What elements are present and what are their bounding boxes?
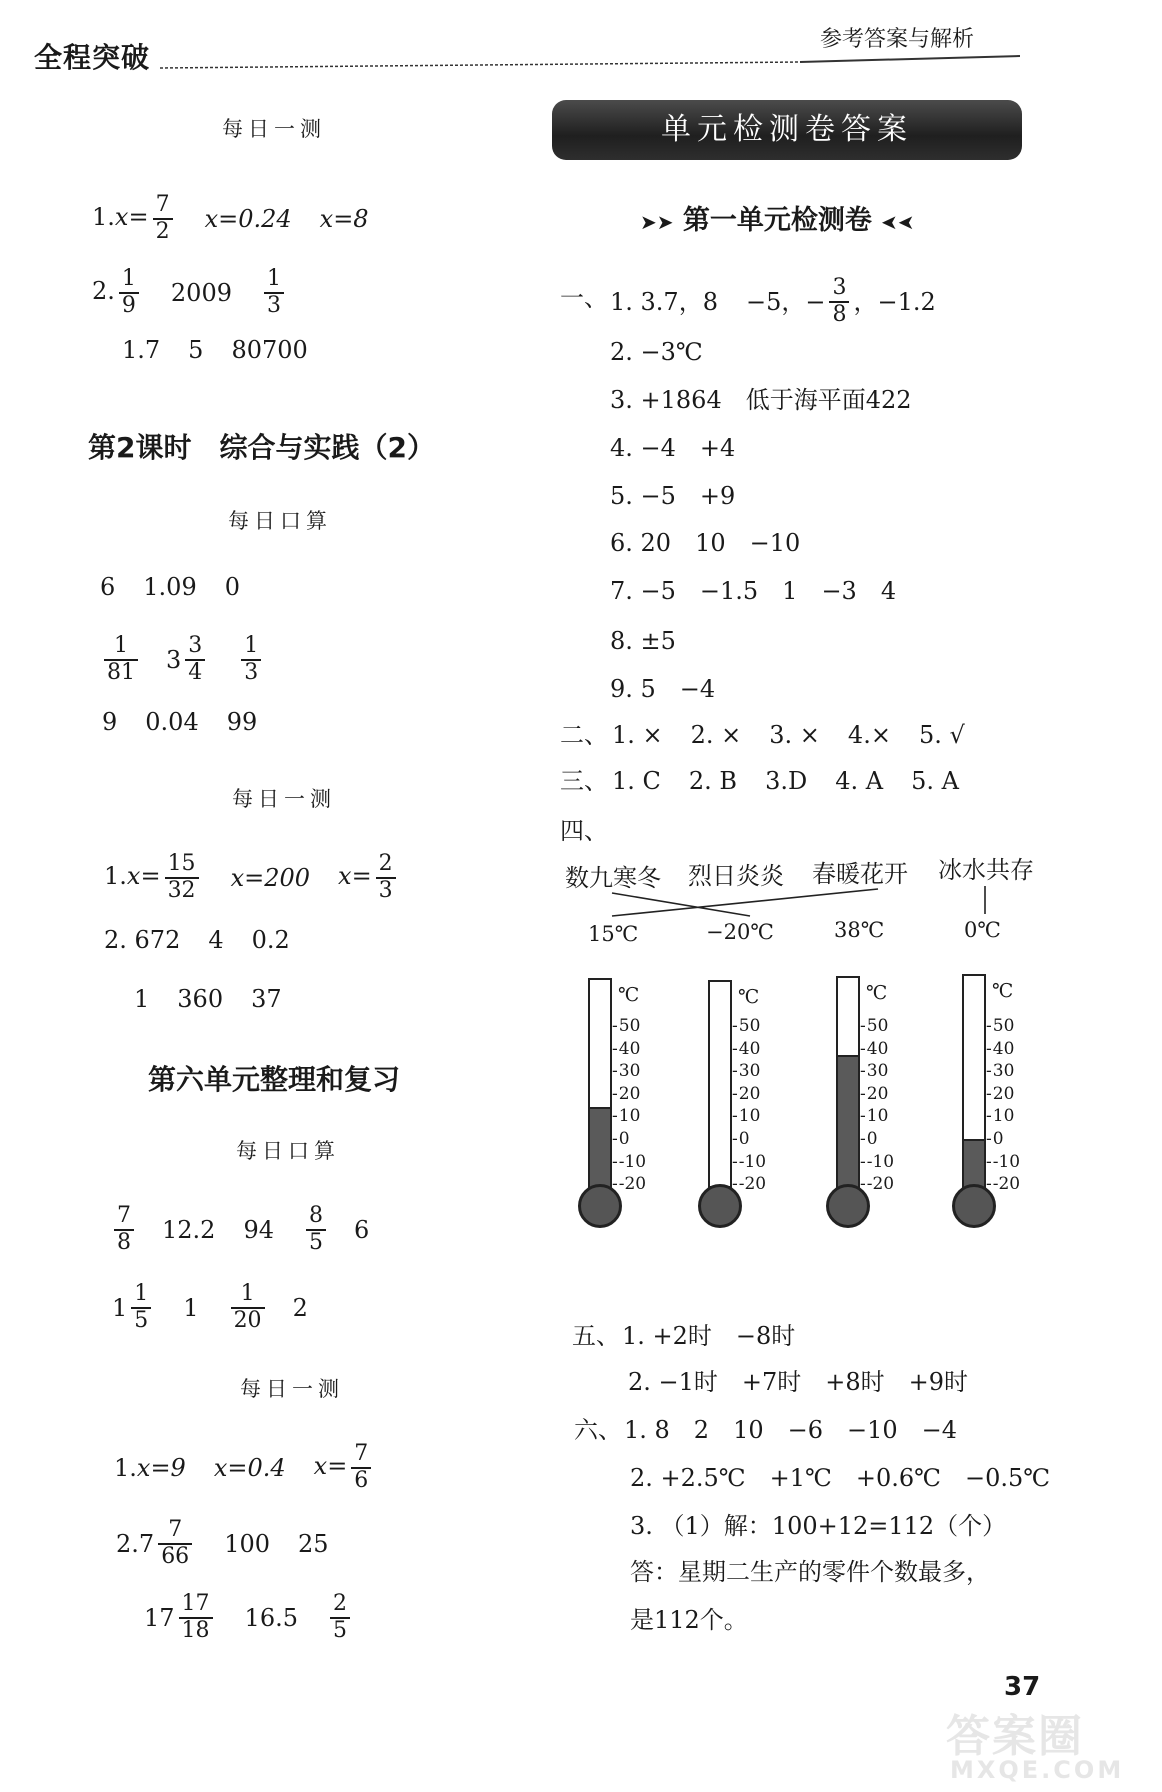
tick-label: - 30 [732, 1063, 760, 1080]
answer-line: 2. −1时 +7时 +8时 +9时 [628, 1368, 969, 1396]
answer-line: 是112个。 [630, 1606, 748, 1634]
answer-line: 1. 8 2 10 −6 −10 −4 [624, 1416, 958, 1444]
section-label: 五、 [572, 1322, 620, 1350]
page-number: 37 [1004, 1672, 1041, 1702]
tick-label: - 0 [860, 1131, 878, 1148]
tick-label: - 40 [732, 1041, 760, 1058]
tick-label: - 20 [732, 1086, 760, 1103]
answer-line: 6 1.09 0 [100, 573, 240, 601]
tick-label: - 50 [732, 1018, 760, 1035]
answer-line: 9. 5 −4 [610, 675, 716, 703]
tick-label: - -20 [986, 1176, 1020, 1193]
tick-label: - 40 [986, 1041, 1014, 1058]
subheading-daily-test: 每日一测 [222, 117, 326, 141]
answer-line: 1.7 5 80700 [122, 336, 308, 364]
unit-test-title: ➤➤ 第一单元检测卷 ➤➤ [640, 205, 915, 236]
answer-line: 1.x= $\frac{15}{32}$ x=200 x= $\frac{2}{3}$ [104, 852, 400, 903]
tick-label: - 0 [612, 1131, 630, 1148]
tick-label: - 30 [860, 1063, 888, 1080]
answer-line: 2. 672 4 0.2 [104, 926, 290, 954]
unit-review-heading: 第六单元整理和复习 [148, 1063, 401, 1096]
answer-line: 1.x= $\frac{7}{2}$ x=0.24 x=8 [92, 192, 369, 244]
section-label: 一、 [560, 284, 608, 312]
celsius-unit-label: ℃ [992, 980, 1014, 1002]
match-temp: 15℃ [588, 922, 639, 946]
subheading-daily-mental-math: 每日口算 [228, 509, 332, 533]
lesson-heading: 第2课时 综合与实践（2） [88, 431, 435, 464]
tick-label: - 40 [860, 1041, 888, 1058]
tick-label: - 40 [612, 1041, 640, 1058]
tick-label: - 50 [860, 1018, 888, 1035]
answer-line: $\frac{1}{81}$ 3 $\frac{3}{4}$ $\frac{1}{3}$ [100, 634, 261, 685]
double-arrow-left-icon: ➤➤ [881, 210, 915, 234]
answer-line: 1.x=9 x=0.4 x= $\frac{7}{6}$ [114, 1442, 375, 1493]
match-word: 冰水共存 [938, 856, 1034, 884]
celsius-unit-label: ℃ [738, 986, 760, 1008]
section-label: 六、 [574, 1416, 622, 1444]
watermark-logo: 答案圈 [946, 1711, 1084, 1762]
mercury-column [838, 1055, 858, 1204]
answer-line: 三、 1. C 2. B 3.D 4. A 5. A [560, 767, 959, 795]
answer-line: 2. −3℃ [610, 338, 703, 366]
tick-label: - -20 [860, 1176, 894, 1193]
subheading-daily-test: 每日一测 [232, 787, 336, 811]
answer-line: 4. −4 +4 [610, 434, 736, 462]
tick-label: - 0 [986, 1131, 1004, 1148]
subheading-daily-mental-math: 每日口算 [236, 1139, 340, 1163]
tick-label: - -20 [732, 1176, 766, 1193]
answer-line: $\frac{7}{8}$ 12.2 94 $\frac{8}{5}$ 6 [110, 1204, 369, 1255]
answer-line: 2. 7 $\frac{7}{66}$ 100 25 [116, 1517, 329, 1569]
header-title: 参考答案与解析 [820, 27, 975, 52]
tick-label: - 30 [986, 1063, 1014, 1080]
tick-label: - -20 [612, 1176, 646, 1193]
section-label: 四、 [560, 817, 608, 845]
tick-label: - 20 [986, 1086, 1014, 1103]
tick-label: - 30 [612, 1063, 640, 1080]
answer-line: 答：星期二生产的零件个数最多， [630, 1558, 990, 1586]
tick-label: - 10 [860, 1108, 888, 1125]
tick-label: - 20 [860, 1086, 888, 1103]
answer-line: 8. ±5 [610, 627, 676, 655]
match-word: 烈日炎炎 [688, 862, 784, 890]
celsius-unit-label: ℃ [866, 982, 888, 1004]
answer-line: 2. +2.5℃ +1℃ +0.6℃ −0.5℃ [630, 1464, 1051, 1492]
answer-line: 17 $\frac{17}{18}$ 16.5 $\frac{2}{5}$ [144, 1592, 350, 1643]
match-temp: 0℃ [964, 918, 1001, 942]
thermometer-tube [708, 980, 732, 1202]
answer-line: 1. +2时 −8时 [622, 1322, 796, 1350]
tick-label: - 10 [986, 1108, 1014, 1125]
answer-line: 5. −5 +9 [610, 482, 736, 510]
answer-line: 1 $\frac{1}{5}$ 1 $\frac{1}{20}$ 2 [112, 1281, 308, 1333]
tick-label: - -10 [986, 1154, 1020, 1171]
answers-banner: 单元检测卷答案 [552, 100, 1022, 160]
series-logo: 全程突破 [34, 41, 151, 74]
double-arrow-right-icon: ➤➤ [640, 210, 674, 234]
tick-label: - 0 [732, 1131, 750, 1148]
answer-line: 3. +1864 低于海平面422 [610, 386, 912, 414]
tick-label: - 20 [612, 1086, 640, 1103]
answer-line: 9 0.04 99 [102, 708, 258, 736]
tick-label: - 50 [612, 1018, 640, 1035]
answer-line: 1 360 37 [134, 985, 282, 1013]
match-word: 春暖花开 [812, 860, 908, 888]
tick-label: - -10 [860, 1154, 894, 1171]
tick-label: - -10 [732, 1154, 766, 1171]
match-temp: 38℃ [834, 918, 885, 942]
watermark-url: MXQE.COM [950, 1756, 1125, 1784]
answer-line: 7. −5 −1.5 1 −3 4 [610, 577, 897, 605]
answer-line: 1. 3.7，8 −5，− $\frac{3}{8}$ ，−1.2 [610, 275, 936, 327]
tick-label: - 10 [612, 1108, 640, 1125]
tick-label: - 10 [732, 1108, 760, 1125]
answer-line: 2. $\frac{1}{9}$ 2009 $\frac{1}{3}$ [92, 267, 284, 318]
celsius-unit-label: ℃ [618, 984, 640, 1006]
tick-label: - -10 [612, 1154, 646, 1171]
match-word: 数九寒冬 [565, 864, 661, 892]
answer-line: 3. （1）解：100+12=112（个） [630, 1512, 1007, 1540]
answer-line: 二、 1. × 2. × 3. × 4.× 5. √ [560, 721, 965, 749]
match-temp: −20℃ [706, 920, 774, 944]
subheading-daily-test: 每日一测 [240, 1377, 344, 1401]
answer-line: 6. 20 10 −10 [610, 529, 801, 557]
tick-label: - 50 [986, 1018, 1014, 1035]
